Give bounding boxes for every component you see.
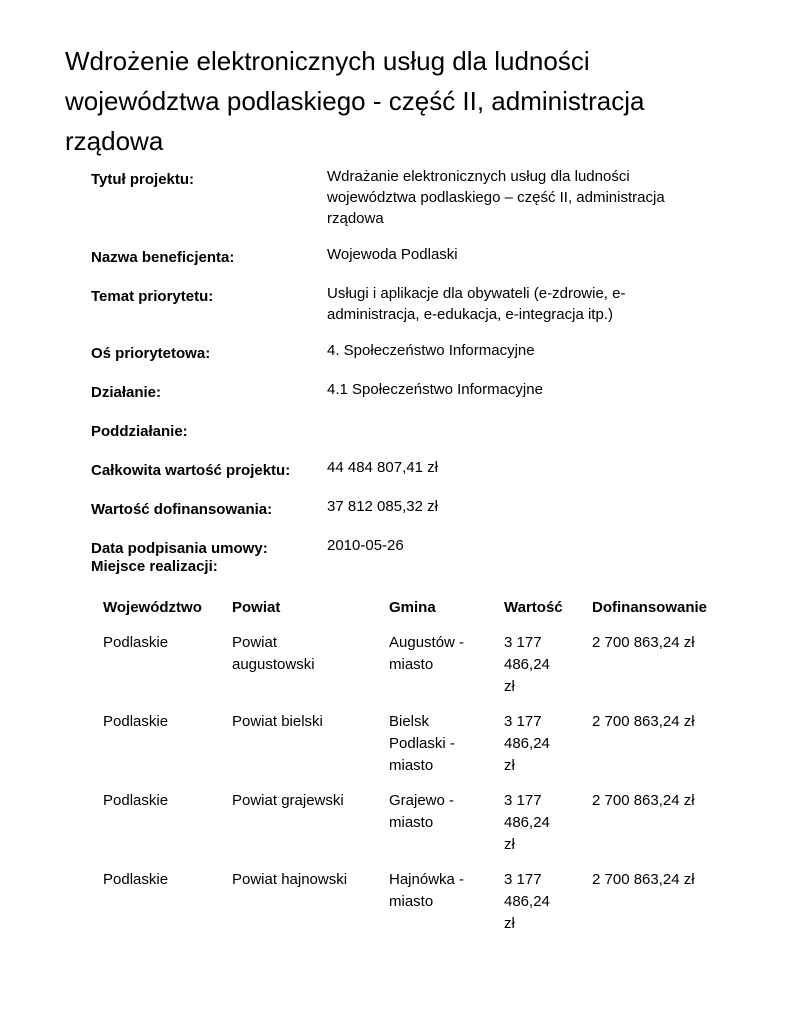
info-value-line: 44 484 807,41 zł	[327, 459, 438, 476]
cell-powiat	[232, 790, 389, 869]
cell-wojewodztwo: Podlaskie	[103, 634, 169, 651]
cell-line: miasto	[389, 814, 434, 831]
cell-line: 486,24	[504, 735, 550, 752]
cell-line: 486,24	[504, 893, 550, 910]
table-row	[103, 869, 722, 948]
cell-line: Augustów -	[389, 634, 465, 651]
info-row-beneficjent	[91, 244, 731, 268]
info-value-line: Wojewoda Podlaski	[327, 246, 458, 263]
info-row-wartosc-calkowita	[91, 457, 731, 481]
info-value	[327, 340, 697, 364]
places-table	[103, 597, 722, 948]
info-label: Nazwa beneficjenta:	[91, 249, 235, 266]
cell-line: Powiat bielski	[232, 713, 323, 730]
cell-wartosc	[504, 711, 592, 790]
column-header: Województwo	[103, 599, 202, 616]
info-row-os	[91, 340, 731, 364]
cell-line: 3 177	[504, 871, 542, 888]
cell-gmina	[389, 790, 504, 869]
table-header-row	[103, 597, 722, 632]
info-value-line: 4. Społeczeństwo Informacyjne	[327, 342, 535, 359]
info-value	[327, 457, 697, 481]
place-label: Miejsce realizacji:	[91, 558, 218, 575]
cell-wojewodztwo: Podlaskie	[103, 792, 169, 809]
info-value	[327, 283, 697, 325]
info-label: Wartość dofinansowania:	[91, 501, 273, 518]
cell-line: 486,24	[504, 814, 550, 831]
cell-wartosc	[504, 790, 592, 869]
cell-gmina	[389, 869, 504, 948]
cell-gmina	[389, 632, 504, 711]
info-row-dofinansowanie	[91, 496, 731, 520]
cell-powiat	[232, 711, 389, 790]
info-value-line: 4.1 Społeczeństwo Informacyjne	[327, 381, 543, 398]
info-value-line: 2010-05-26	[327, 537, 404, 554]
cell-wartosc	[504, 632, 592, 711]
cell-line: 3 177	[504, 634, 542, 651]
cell-wartosc	[504, 869, 592, 948]
cell-line: zł	[504, 757, 515, 774]
cell-line: Powiat hajnowski	[232, 871, 348, 888]
info-row-temat	[91, 283, 731, 325]
cell-line: miasto	[389, 893, 434, 910]
project-info	[91, 166, 731, 574]
info-value-line: 37 812 085,32 zł	[327, 498, 438, 515]
title-line: rządowa	[65, 126, 164, 156]
title-line: województwa podlaskiego - część II, administracja	[65, 86, 645, 116]
info-label: Tytuł projektu:	[91, 171, 195, 188]
cell-dofinansowanie: 2 700 863,24 zł	[592, 713, 695, 730]
info-value	[327, 418, 697, 442]
info-value-line: rządowa	[327, 210, 384, 227]
info-value	[327, 535, 697, 559]
info-value-line: Wdrażanie elektronicznych usług dla ludności	[327, 168, 630, 185]
info-value	[327, 166, 697, 229]
column-header: Wartość	[504, 599, 563, 616]
cell-line: zł	[504, 915, 515, 932]
cell-dofinansowanie: 2 700 863,24 zł	[592, 871, 695, 888]
info-value-line: administracja, e-edukacja, e-integracja itp.)	[327, 306, 613, 323]
info-value-line: województwa podlaskiego – część II, administracja	[327, 189, 665, 206]
cell-line: Bielsk	[389, 713, 430, 730]
table-row	[103, 711, 722, 790]
info-row-dzialanie	[91, 379, 731, 403]
info-value	[327, 379, 697, 403]
cell-gmina	[389, 711, 504, 790]
info-value	[327, 244, 697, 268]
info-row-tytul	[91, 166, 731, 229]
column-header: Dofinansowanie	[592, 599, 708, 616]
info-label: Poddziałanie:	[91, 423, 188, 440]
cell-line: Grajewo -	[389, 792, 455, 809]
cell-line: Powiat	[232, 634, 278, 651]
cell-line: 3 177	[504, 713, 542, 730]
cell-line: augustowski	[232, 656, 315, 673]
cell-line: miasto	[389, 757, 434, 774]
column-header: Gmina	[389, 599, 436, 616]
info-label: Całkowita wartość projektu:	[91, 462, 291, 479]
cell-line: Hajnówka -	[389, 871, 465, 888]
cell-line: zł	[504, 678, 515, 695]
cell-line: Podlaski -	[389, 735, 455, 752]
page-title	[65, 41, 705, 161]
column-header: Powiat	[232, 599, 281, 616]
cell-powiat	[232, 869, 389, 948]
cell-line: Powiat grajewski	[232, 792, 344, 809]
title-line: Wdrożenie elektronicznych usług dla ludności	[65, 46, 590, 76]
cell-dofinansowanie: 2 700 863,24 zł	[592, 634, 695, 651]
info-label: Działanie:	[91, 384, 162, 401]
cell-line: miasto	[389, 656, 434, 673]
cell-line: 486,24	[504, 656, 550, 673]
cell-line: 3 177	[504, 792, 542, 809]
info-label: Data podpisania umowy:	[91, 540, 268, 557]
info-value-line: Usługi i aplikacje dla obywateli (e-zdrowie, e-	[327, 285, 626, 302]
info-value	[327, 496, 697, 520]
cell-line: zł	[504, 836, 515, 853]
cell-wojewodztwo: Podlaskie	[103, 713, 169, 730]
info-row-poddzialanie	[91, 418, 731, 442]
cell-powiat	[232, 632, 389, 711]
info-label: Oś priorytetowa:	[91, 345, 211, 362]
table-row	[103, 632, 722, 711]
info-label: Temat priorytetu:	[91, 288, 214, 305]
cell-dofinansowanie: 2 700 863,24 zł	[592, 792, 695, 809]
cell-wojewodztwo: Podlaskie	[103, 871, 169, 888]
table-row	[103, 790, 722, 869]
